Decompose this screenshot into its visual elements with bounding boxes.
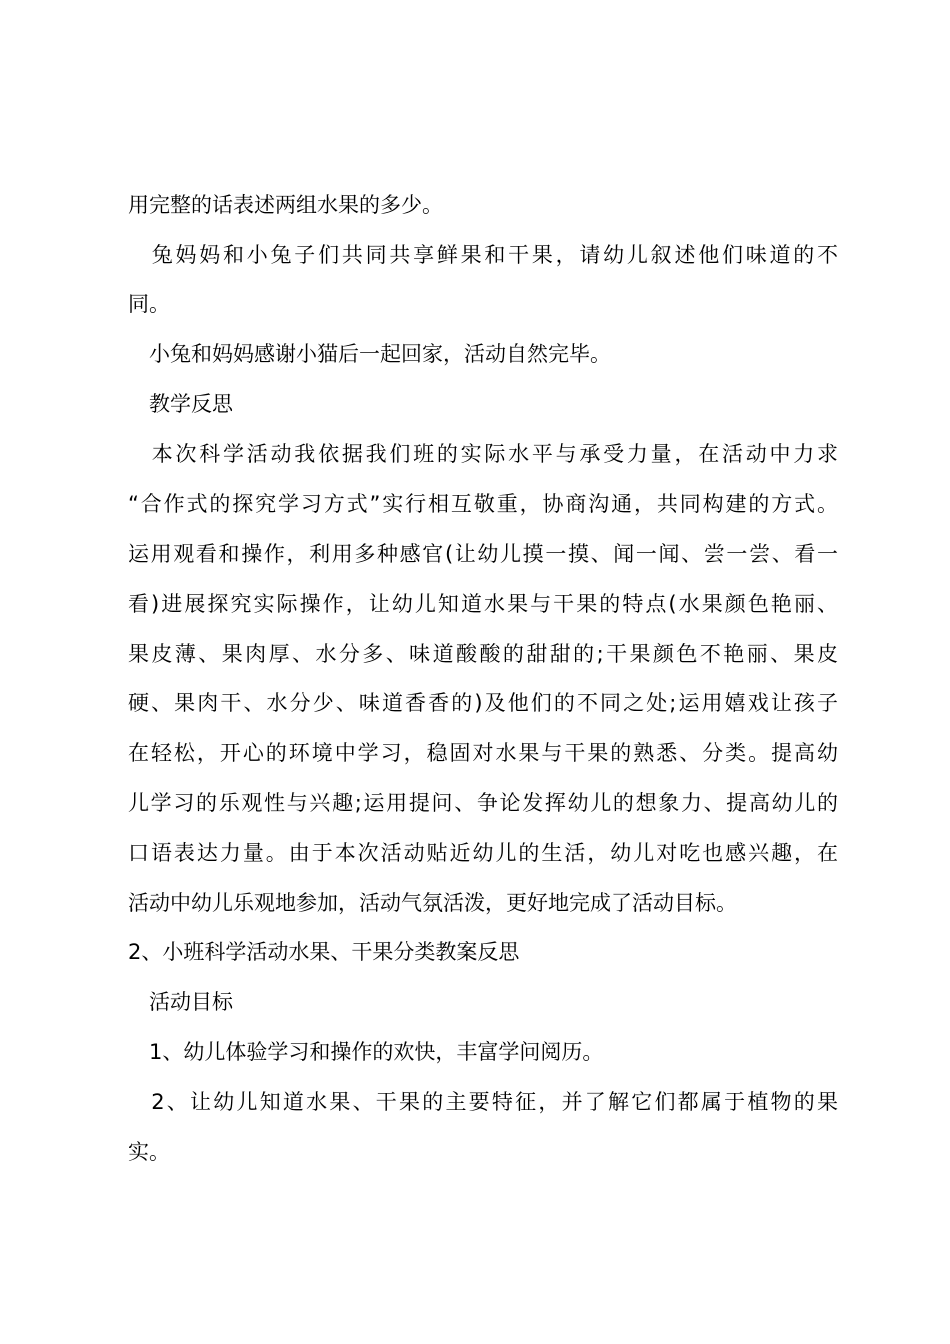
text-line: 实。	[128, 1140, 170, 1164]
text-line: 在轻松，开心的环境中学习，稳固对水果与干果的熟悉、分类。提高幼	[128, 741, 838, 765]
text-line: 同。	[128, 292, 170, 316]
text-line: 小兔和妈妈感谢小猫后一起回家，活动自然完毕。	[128, 342, 611, 366]
text-line: 硬、果肉干、水分少、味道香香的)及他们的不同之处;运用嬉戏让孩子	[128, 691, 838, 715]
text-line: “合作式的探究学习方式”实行相互敬重，协商沟通，共同构建的方式。	[128, 492, 838, 516]
text-line: 2、让幼儿知道水果、干果的主要特征，并了解它们都属于植物的果	[128, 1090, 838, 1114]
text-line: 看)进展探究实际操作，让幼儿知道水果与干果的特点(水果颜色艳丽、	[128, 592, 838, 616]
text-line: 儿学习的乐观性与兴趣;运用提问、争论发挥幼儿的想象力、提高幼儿的	[128, 791, 838, 815]
text-line: 口语表达力量。由于本次活动贴近幼儿的生活，幼儿对吃也感兴趣，在	[128, 841, 838, 865]
section-heading: 活动目标	[128, 990, 233, 1014]
section-heading: 教学反思	[128, 392, 233, 416]
text-line: 果皮薄、果肉厚、水分多、味道酸酸的甜甜的;干果颜色不艳丽、果皮	[128, 642, 838, 666]
text-line: 运用观看和操作，利用多种感官(让幼儿摸一摸、闻一闻、尝一尝、看一	[128, 542, 838, 566]
text-line: 兔妈妈和小兔子们共同共享鲜果和干果，请幼儿叙述他们味道的不	[128, 243, 838, 267]
section-heading: 2、小班科学活动水果、干果分类教案反思	[128, 940, 520, 964]
text-line: 本次科学活动我依据我们班的实际水平与承受力量，在活动中力求	[128, 442, 838, 466]
text-line: 1、幼儿体验学习和操作的欢快，丰富学问阅历。	[128, 1040, 604, 1064]
text-line: 用完整的话表述两组水果的多少。	[128, 193, 443, 217]
text-line: 活动中幼儿乐观地参加，活动气氛活泼，更好地完成了活动目标。	[128, 891, 737, 915]
